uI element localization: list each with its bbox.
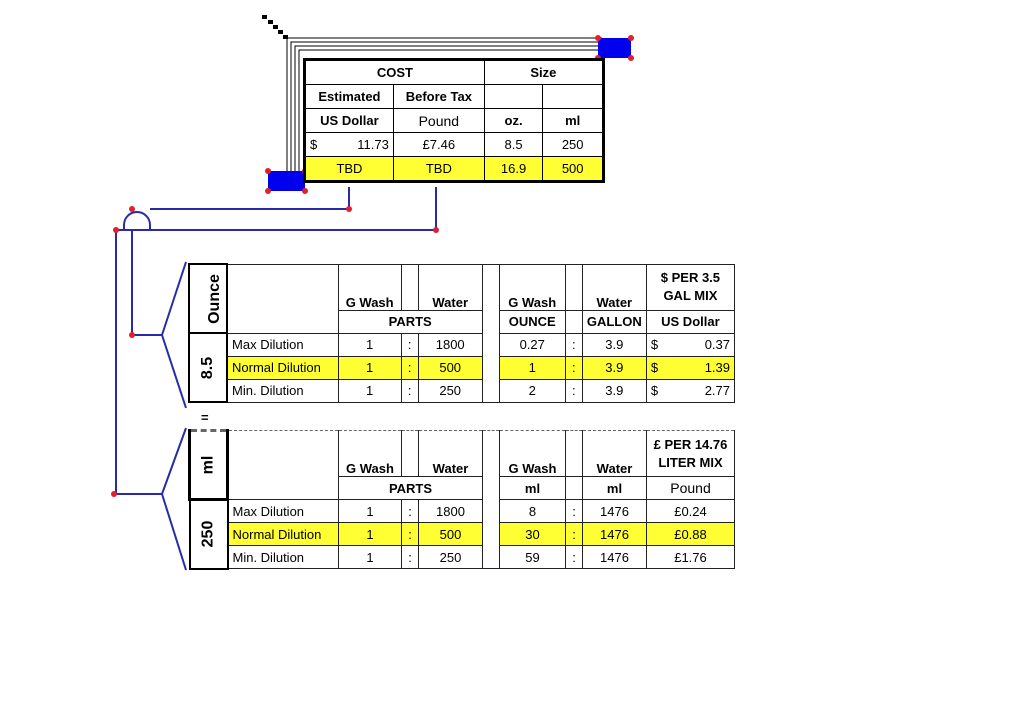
cost-header: COST — [305, 60, 485, 85]
blank-cell — [227, 264, 338, 333]
ratio-separator: : — [566, 500, 583, 523]
gallon-unit: GALLON — [582, 310, 646, 333]
water-value: 250 — [419, 546, 483, 569]
ml-side-label: ml — [190, 431, 228, 500]
gwash-header: G Wash — [339, 431, 402, 477]
water-value: 500 — [419, 523, 483, 546]
water-header: Water — [419, 431, 483, 477]
dotted-leader — [262, 15, 288, 39]
ounce-dilution-table — [188, 263, 735, 403]
price-value: £0.24 — [647, 500, 735, 523]
price-header: £ PER 14.76 LITER MIX — [647, 431, 735, 477]
ratio-separator: : — [566, 523, 583, 546]
gwash-value: 1 — [338, 379, 401, 402]
ounce-value: 0.27 — [499, 333, 565, 356]
min-dilution-label: Min. Dilution — [227, 379, 338, 402]
blank-cell — [543, 85, 604, 109]
column-gap — [482, 264, 499, 402]
ratio-separator: : — [566, 546, 583, 569]
ratio-separator: : — [401, 333, 418, 356]
blank-cell — [402, 431, 419, 477]
pound-unit: Pound — [647, 477, 735, 500]
ratio-separator: : — [402, 500, 419, 523]
ounce-value: 2 — [499, 379, 565, 402]
ounce-unit: OUNCE — [499, 310, 565, 333]
price-header: $ PER 3.5 GAL MIX — [646, 264, 734, 310]
ratio-separator: : — [401, 356, 418, 379]
ratio-separator: : — [402, 523, 419, 546]
blank-cell — [566, 477, 583, 500]
normal-dilution-label: Normal Dilution — [228, 523, 339, 546]
ml-col: ml — [543, 109, 604, 133]
gwash-value: 1 — [338, 333, 401, 356]
water-header-2: Water — [582, 264, 646, 310]
gwash-value: 1 — [338, 356, 401, 379]
blank-cell — [228, 431, 339, 500]
column-gap — [483, 431, 500, 569]
ml-value: 59 — [500, 546, 566, 569]
ml-water-value: 1476 — [583, 523, 647, 546]
ratio-separator: : — [565, 379, 582, 402]
blank-cell — [566, 431, 583, 477]
ratio-separator: : — [565, 333, 582, 356]
blank-cell — [484, 85, 543, 109]
ounce-side-label: Ounce — [189, 264, 227, 333]
ounce-size-label: 8.5 — [189, 333, 227, 402]
water-header-2: Water — [583, 431, 647, 477]
normal-dilution-label: Normal Dilution — [227, 356, 338, 379]
max-dilution-label: Max Dilution — [227, 333, 338, 356]
resize-handle-bottom-left[interactable] — [265, 168, 308, 194]
water-header: Water — [418, 264, 482, 310]
ratio-separator: : — [565, 356, 582, 379]
water-value: 500 — [418, 356, 482, 379]
pound-tbd: TBD — [393, 157, 484, 182]
gwash-value: 1 — [339, 523, 402, 546]
water-value: 1800 — [418, 333, 482, 356]
ratio-separator: : — [401, 379, 418, 402]
ml-unit: ml — [500, 477, 566, 500]
ml-value: 30 — [500, 523, 566, 546]
price-cell: $ 0.37 — [646, 333, 734, 356]
ml-water-value: 1476 — [583, 500, 647, 523]
pound-col: Pound — [393, 109, 484, 133]
estimated-label: Estimated — [305, 85, 394, 109]
usd-tbd: TBD — [305, 157, 394, 182]
oz-value-large: 16.9 — [484, 157, 543, 182]
blank-cell — [401, 264, 418, 310]
oz-value: 8.5 — [484, 133, 543, 157]
gwash-header-2: G Wash — [499, 264, 565, 310]
parts-header: PARTS — [338, 310, 482, 333]
pound-value: £7.46 — [393, 133, 484, 157]
size-header: Size — [484, 60, 603, 85]
before-tax-label: Before Tax — [393, 85, 484, 109]
ml-water-value: 1476 — [583, 546, 647, 569]
ounce-value: 1 — [499, 356, 565, 379]
oz-col: oz. — [484, 109, 543, 133]
gwash-header: G Wash — [338, 264, 401, 310]
ratio-separator: : — [402, 546, 419, 569]
us-dollar-col: US Dollar — [305, 109, 394, 133]
gwash-value: 1 — [339, 546, 402, 569]
ml-value: 250 — [543, 133, 604, 157]
equals-sign: = — [201, 410, 209, 425]
gallon-value: 3.9 — [582, 379, 646, 402]
usd-value: 11.73 — [357, 137, 389, 152]
us-dollar-unit: US Dollar — [646, 310, 734, 333]
water-value: 250 — [418, 379, 482, 402]
max-dilution-label: Max Dilution — [228, 500, 339, 523]
price-cell: $ 2.77 — [646, 379, 734, 402]
price-cell: $ 1.39 — [646, 356, 734, 379]
water-value: 1800 — [419, 500, 483, 523]
gwash-value: 1 — [339, 500, 402, 523]
ml-dilution-table — [188, 429, 735, 570]
ml-size-label: 250 — [190, 500, 228, 569]
usd-value-cell — [305, 133, 394, 157]
ml-unit-2: ml — [583, 477, 647, 500]
ml-value: 8 — [500, 500, 566, 523]
ml-value-large: 500 — [543, 157, 604, 182]
gallon-value: 3.9 — [582, 356, 646, 379]
currency-symbol: $ — [310, 137, 318, 152]
blank-cell — [565, 264, 582, 310]
price-value: £1.76 — [647, 546, 735, 569]
gwash-header-2: G Wash — [500, 431, 566, 477]
price-value: £0.88 — [647, 523, 735, 546]
cost-table — [303, 58, 605, 183]
gallon-value: 3.9 — [582, 333, 646, 356]
blank-cell — [565, 310, 582, 333]
min-dilution-label: Min. Dilution — [228, 546, 339, 569]
parts-header: PARTS — [339, 477, 483, 500]
